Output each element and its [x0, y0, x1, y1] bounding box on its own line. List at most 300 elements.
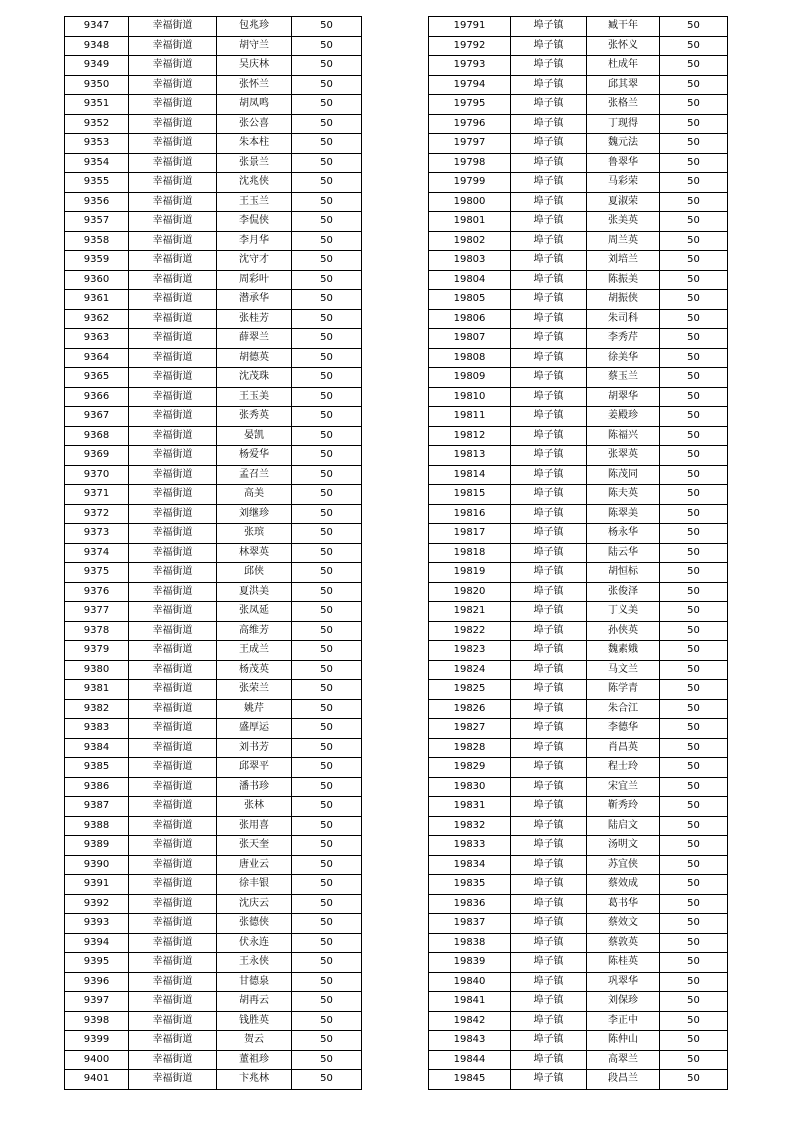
row-number-cell: 19843 [429, 1031, 511, 1051]
table-row [65, 992, 362, 1012]
amount-cell: 50 [292, 17, 362, 37]
amount-cell: 50 [292, 134, 362, 154]
table-row [429, 738, 728, 758]
district-cell: 埠子镇 [511, 290, 587, 310]
row-number-cell: 19833 [429, 836, 511, 856]
district-cell: 幸福街道 [129, 36, 217, 56]
district-cell: 埠子镇 [511, 621, 587, 641]
table-row [429, 348, 728, 368]
district-cell: 幸福街道 [129, 1011, 217, 1031]
amount-cell: 50 [660, 894, 728, 914]
table-row [429, 524, 728, 544]
table-row [65, 329, 362, 349]
amount-cell: 50 [660, 660, 728, 680]
row-number-cell: 9365 [65, 368, 129, 388]
row-number-cell: 19796 [429, 114, 511, 134]
name-cell: 丁现得 [587, 114, 660, 134]
row-number-cell: 9391 [65, 875, 129, 895]
district-cell: 埠子镇 [511, 17, 587, 37]
amount-cell: 50 [660, 329, 728, 349]
table-row [65, 524, 362, 544]
name-cell: 张俊泽 [587, 582, 660, 602]
name-cell: 孟召兰 [217, 465, 292, 485]
name-cell: 苏宜侠 [587, 855, 660, 875]
amount-cell: 50 [292, 816, 362, 836]
table-row [65, 17, 362, 37]
row-number-cell: 9360 [65, 270, 129, 290]
table-row [429, 1070, 728, 1090]
name-cell: 陆启文 [587, 816, 660, 836]
district-cell: 埠子镇 [511, 153, 587, 173]
amount-cell: 50 [660, 875, 728, 895]
row-number-cell: 19809 [429, 368, 511, 388]
table-row [65, 485, 362, 505]
district-cell: 埠子镇 [511, 56, 587, 76]
amount-cell: 50 [660, 972, 728, 992]
name-cell: 晏凯 [217, 426, 292, 446]
table-row [429, 543, 728, 563]
amount-cell: 50 [660, 524, 728, 544]
table-row [65, 446, 362, 466]
table-row [65, 602, 362, 622]
amount-cell: 50 [292, 797, 362, 817]
district-cell: 幸福街道 [129, 875, 217, 895]
table-row [65, 290, 362, 310]
amount-cell: 50 [660, 1050, 728, 1070]
amount-cell: 50 [660, 192, 728, 212]
table-row [65, 387, 362, 407]
row-number-cell: 9354 [65, 153, 129, 173]
district-cell: 埠子镇 [511, 641, 587, 661]
row-number-cell: 19808 [429, 348, 511, 368]
name-cell: 张天奎 [217, 836, 292, 856]
name-cell: 葛书华 [587, 894, 660, 914]
table-row [65, 563, 362, 583]
district-cell: 幸福街道 [129, 56, 217, 76]
name-cell: 杜成年 [587, 56, 660, 76]
district-cell: 幸福街道 [129, 894, 217, 914]
row-number-cell: 9369 [65, 446, 129, 466]
name-cell: 魏素娥 [587, 641, 660, 661]
table-row [429, 1050, 728, 1070]
row-number-cell: 19834 [429, 855, 511, 875]
district-cell: 埠子镇 [511, 933, 587, 953]
amount-cell: 50 [292, 680, 362, 700]
amount-cell: 50 [292, 972, 362, 992]
name-cell: 李秀芹 [587, 329, 660, 349]
row-number-cell: 9358 [65, 231, 129, 251]
name-cell: 姚芹 [217, 699, 292, 719]
district-cell: 埠子镇 [511, 660, 587, 680]
table-row [429, 855, 728, 875]
name-cell: 张景兰 [217, 153, 292, 173]
table-row [429, 914, 728, 934]
name-cell: 卞兆林 [217, 1070, 292, 1090]
name-cell: 夏淑荣 [587, 192, 660, 212]
row-number-cell: 19805 [429, 290, 511, 310]
name-cell: 陈福兴 [587, 426, 660, 446]
row-number-cell: 19811 [429, 407, 511, 427]
district-cell: 埠子镇 [511, 914, 587, 934]
row-number-cell: 9398 [65, 1011, 129, 1031]
amount-cell: 50 [660, 1031, 728, 1051]
row-number-cell: 19824 [429, 660, 511, 680]
district-cell: 幸福街道 [129, 719, 217, 739]
amount-cell: 50 [660, 75, 728, 95]
name-cell: 朱本柱 [217, 134, 292, 154]
table-row [429, 1031, 728, 1051]
district-cell: 幸福街道 [129, 446, 217, 466]
district-cell: 幸福街道 [129, 192, 217, 212]
amount-cell: 50 [660, 407, 728, 427]
name-cell: 张美英 [587, 212, 660, 232]
name-cell: 巩翠华 [587, 972, 660, 992]
amount-cell: 50 [660, 153, 728, 173]
name-cell: 汤明文 [587, 836, 660, 856]
district-cell: 幸福街道 [129, 465, 217, 485]
row-number-cell: 9378 [65, 621, 129, 641]
row-number-cell: 9400 [65, 1050, 129, 1070]
district-cell: 埠子镇 [511, 426, 587, 446]
name-cell: 刘保珍 [587, 992, 660, 1012]
district-cell: 埠子镇 [511, 875, 587, 895]
name-cell: 杨永华 [587, 524, 660, 544]
table-row [65, 855, 362, 875]
roster-table-right-body [429, 17, 728, 1090]
row-number-cell: 9381 [65, 680, 129, 700]
district-cell: 幸福街道 [129, 524, 217, 544]
roster-table-right [428, 16, 728, 1090]
table-row [65, 212, 362, 232]
district-cell: 埠子镇 [511, 797, 587, 817]
district-cell: 埠子镇 [511, 387, 587, 407]
name-cell: 陈夫英 [587, 485, 660, 505]
table-row [429, 699, 728, 719]
name-cell: 沈庆云 [217, 894, 292, 914]
district-cell: 埠子镇 [511, 758, 587, 778]
amount-cell: 50 [292, 563, 362, 583]
table-row [65, 621, 362, 641]
row-number-cell: 9384 [65, 738, 129, 758]
row-number-cell: 9380 [65, 660, 129, 680]
amount-cell: 50 [660, 836, 728, 856]
name-cell: 盛厚运 [217, 719, 292, 739]
row-number-cell: 19829 [429, 758, 511, 778]
row-number-cell: 19814 [429, 465, 511, 485]
row-number-cell: 9361 [65, 290, 129, 310]
amount-cell: 50 [292, 290, 362, 310]
table-row [429, 485, 728, 505]
district-cell: 幸福街道 [129, 699, 217, 719]
amount-cell: 50 [660, 387, 728, 407]
amount-cell: 50 [292, 153, 362, 173]
row-number-cell: 19827 [429, 719, 511, 739]
row-number-cell: 19832 [429, 816, 511, 836]
table-row [65, 251, 362, 271]
name-cell: 姜殿珍 [587, 407, 660, 427]
table-row [429, 407, 728, 427]
amount-cell: 50 [292, 953, 362, 973]
row-number-cell: 19828 [429, 738, 511, 758]
name-cell: 吴庆林 [217, 56, 292, 76]
amount-cell: 50 [660, 621, 728, 641]
amount-cell: 50 [292, 368, 362, 388]
district-cell: 幸福街道 [129, 251, 217, 271]
name-cell: 王玉兰 [217, 192, 292, 212]
table-row [429, 641, 728, 661]
row-number-cell: 9347 [65, 17, 129, 37]
name-cell: 李月华 [217, 231, 292, 251]
name-cell: 王玉美 [217, 387, 292, 407]
amount-cell: 50 [292, 933, 362, 953]
amount-cell: 50 [660, 758, 728, 778]
amount-cell: 50 [292, 348, 362, 368]
table-row [429, 153, 728, 173]
row-number-cell: 9385 [65, 758, 129, 778]
row-number-cell: 19830 [429, 777, 511, 797]
row-number-cell: 9383 [65, 719, 129, 739]
name-cell: 张翠英 [587, 446, 660, 466]
district-cell: 幸福街道 [129, 797, 217, 817]
district-cell: 幸福街道 [129, 1031, 217, 1051]
district-cell: 幸福街道 [129, 231, 217, 251]
row-number-cell: 9390 [65, 855, 129, 875]
name-cell: 潜承华 [217, 290, 292, 310]
name-cell: 刘培兰 [587, 251, 660, 271]
row-number-cell: 9386 [65, 777, 129, 797]
table-row [429, 251, 728, 271]
row-number-cell: 9367 [65, 407, 129, 427]
table-row [429, 173, 728, 193]
row-number-cell: 19818 [429, 543, 511, 563]
table-row [65, 192, 362, 212]
amount-cell: 50 [292, 1050, 362, 1070]
district-cell: 埠子镇 [511, 953, 587, 973]
table-row [429, 114, 728, 134]
district-cell: 埠子镇 [511, 465, 587, 485]
district-cell: 幸福街道 [129, 270, 217, 290]
district-cell: 幸福街道 [129, 504, 217, 524]
row-number-cell: 19797 [429, 134, 511, 154]
row-number-cell: 9388 [65, 816, 129, 836]
row-number-cell: 19801 [429, 212, 511, 232]
table-row [65, 153, 362, 173]
table-row [65, 641, 362, 661]
name-cell: 胡再云 [217, 992, 292, 1012]
district-cell: 埠子镇 [511, 738, 587, 758]
name-cell: 高美 [217, 485, 292, 505]
name-cell: 张林 [217, 797, 292, 817]
name-cell: 周彩叶 [217, 270, 292, 290]
district-cell: 埠子镇 [511, 777, 587, 797]
amount-cell: 50 [292, 212, 362, 232]
amount-cell: 50 [660, 290, 728, 310]
row-number-cell: 9399 [65, 1031, 129, 1051]
table-row [65, 56, 362, 76]
amount-cell: 50 [292, 75, 362, 95]
name-cell: 朱司科 [587, 309, 660, 329]
name-cell: 胡德英 [217, 348, 292, 368]
amount-cell: 50 [660, 953, 728, 973]
table-row [429, 426, 728, 446]
table-row [429, 465, 728, 485]
name-cell: 陈仲山 [587, 1031, 660, 1051]
district-cell: 埠子镇 [511, 407, 587, 427]
amount-cell: 50 [660, 251, 728, 271]
name-cell: 徐丰银 [217, 875, 292, 895]
name-cell: 张荣兰 [217, 680, 292, 700]
district-cell: 幸福街道 [129, 621, 217, 641]
amount-cell: 50 [292, 192, 362, 212]
amount-cell: 50 [660, 426, 728, 446]
name-cell: 臧干年 [587, 17, 660, 37]
row-number-cell: 9359 [65, 251, 129, 271]
district-cell: 幸福街道 [129, 387, 217, 407]
row-number-cell: 9355 [65, 173, 129, 193]
table-row [429, 875, 728, 895]
table-row [65, 680, 362, 700]
row-number-cell: 19817 [429, 524, 511, 544]
row-number-cell: 19839 [429, 953, 511, 973]
table-row [65, 114, 362, 134]
name-cell: 宋宜兰 [587, 777, 660, 797]
name-cell: 张公喜 [217, 114, 292, 134]
name-cell: 陈翠美 [587, 504, 660, 524]
amount-cell: 50 [292, 446, 362, 466]
table-row [429, 953, 728, 973]
amount-cell: 50 [660, 1011, 728, 1031]
name-cell: 陆云华 [587, 543, 660, 563]
amount-cell: 50 [292, 582, 362, 602]
table-row [429, 75, 728, 95]
name-cell: 张怀义 [587, 36, 660, 56]
district-cell: 幸福街道 [129, 348, 217, 368]
row-number-cell: 19822 [429, 621, 511, 641]
amount-cell: 50 [292, 543, 362, 563]
table-row [429, 270, 728, 290]
amount-cell: 50 [660, 173, 728, 193]
amount-cell: 50 [660, 797, 728, 817]
name-cell: 王成兰 [217, 641, 292, 661]
district-cell: 埠子镇 [511, 485, 587, 505]
district-cell: 埠子镇 [511, 1070, 587, 1090]
district-cell: 幸福街道 [129, 114, 217, 134]
amount-cell: 50 [660, 309, 728, 329]
row-number-cell: 9377 [65, 602, 129, 622]
district-cell: 埠子镇 [511, 173, 587, 193]
name-cell: 潘书珍 [217, 777, 292, 797]
name-cell: 张桂芳 [217, 309, 292, 329]
table-row [65, 836, 362, 856]
row-number-cell: 9376 [65, 582, 129, 602]
table-row [65, 1050, 362, 1070]
row-number-cell: 19820 [429, 582, 511, 602]
row-number-cell: 9356 [65, 192, 129, 212]
row-number-cell: 9392 [65, 894, 129, 914]
row-number-cell: 9372 [65, 504, 129, 524]
name-cell: 胡恒标 [587, 563, 660, 583]
amount-cell: 50 [292, 738, 362, 758]
table-row [65, 894, 362, 914]
name-cell: 陈振美 [587, 270, 660, 290]
table-row [65, 36, 362, 56]
table-row [429, 992, 728, 1012]
name-cell: 张瑸 [217, 524, 292, 544]
name-cell: 唐业云 [217, 855, 292, 875]
table-row [429, 719, 728, 739]
row-number-cell: 19836 [429, 894, 511, 914]
row-number-cell: 19804 [429, 270, 511, 290]
district-cell: 埠子镇 [511, 348, 587, 368]
name-cell: 邱翠平 [217, 758, 292, 778]
table-row [429, 56, 728, 76]
amount-cell: 50 [292, 485, 362, 505]
amount-cell: 50 [660, 56, 728, 76]
table-row [429, 621, 728, 641]
amount-cell: 50 [292, 621, 362, 641]
amount-cell: 50 [292, 699, 362, 719]
table-row [65, 758, 362, 778]
name-cell: 陈茂同 [587, 465, 660, 485]
name-cell: 马文兰 [587, 660, 660, 680]
amount-cell: 50 [660, 543, 728, 563]
name-cell: 周兰英 [587, 231, 660, 251]
name-cell: 杨爱华 [217, 446, 292, 466]
row-number-cell: 9349 [65, 56, 129, 76]
table-row [65, 738, 362, 758]
row-number-cell: 9370 [65, 465, 129, 485]
district-cell: 埠子镇 [511, 894, 587, 914]
table-row [65, 1031, 362, 1051]
district-cell: 埠子镇 [511, 504, 587, 524]
name-cell: 蔡效成 [587, 875, 660, 895]
table-row [429, 309, 728, 329]
table-row [429, 894, 728, 914]
table-row [65, 231, 362, 251]
district-cell: 幸福街道 [129, 855, 217, 875]
table-row [65, 465, 362, 485]
table-row [65, 504, 362, 524]
row-number-cell: 9350 [65, 75, 129, 95]
row-number-cell: 9387 [65, 797, 129, 817]
district-cell: 幸福街道 [129, 953, 217, 973]
name-cell: 孙侠英 [587, 621, 660, 641]
amount-cell: 50 [292, 56, 362, 76]
amount-cell: 50 [660, 582, 728, 602]
table-row [65, 543, 362, 563]
row-number-cell: 19819 [429, 563, 511, 583]
amount-cell: 50 [292, 1031, 362, 1051]
amount-cell: 50 [292, 836, 362, 856]
district-cell: 埠子镇 [511, 270, 587, 290]
table-row [429, 329, 728, 349]
table-row [65, 1011, 362, 1031]
table-row [65, 972, 362, 992]
district-cell: 埠子镇 [511, 75, 587, 95]
name-cell: 马彩荣 [587, 173, 660, 193]
row-number-cell: 9394 [65, 933, 129, 953]
district-cell: 幸福街道 [129, 368, 217, 388]
table-row [65, 719, 362, 739]
table-row [429, 387, 728, 407]
amount-cell: 50 [292, 407, 362, 427]
amount-cell: 50 [292, 758, 362, 778]
table-row [429, 816, 728, 836]
amount-cell: 50 [660, 719, 728, 739]
table-row [65, 933, 362, 953]
district-cell: 埠子镇 [511, 543, 587, 563]
name-cell: 邱侠 [217, 563, 292, 583]
